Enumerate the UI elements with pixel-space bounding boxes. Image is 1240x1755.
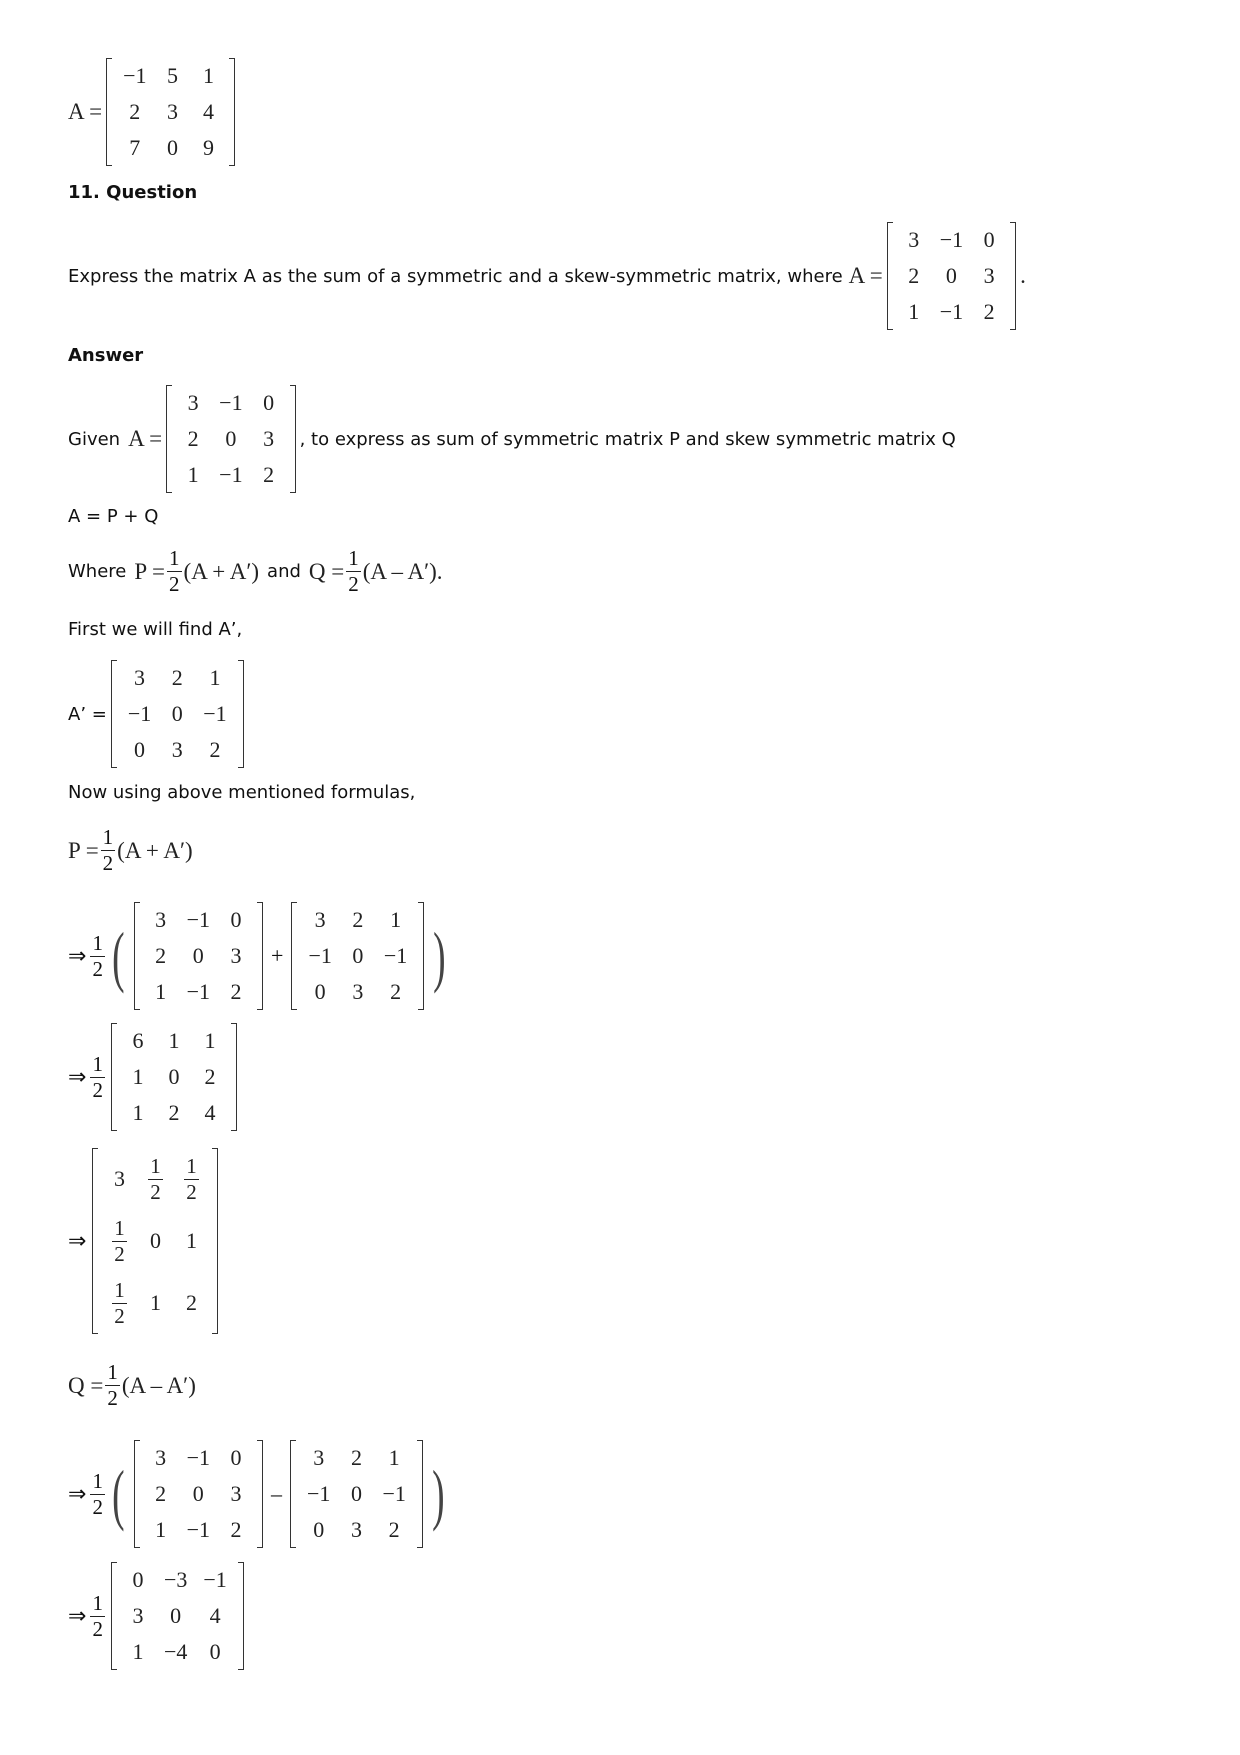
matrix-cell: 2 xyxy=(388,1517,400,1542)
matrix-row xyxy=(300,902,415,938)
matrix-cell: 2 xyxy=(129,99,141,124)
matrix-cell: 3 xyxy=(313,1445,325,1470)
matrix-cell: 0 xyxy=(350,1481,362,1506)
matrix-cell: 2 xyxy=(230,979,242,1004)
minus-sign: – xyxy=(271,1481,283,1506)
matrix-cell: 0 xyxy=(171,701,183,726)
matrix-row xyxy=(143,1476,254,1512)
matrix-cell: 3 xyxy=(166,99,178,124)
matrix-cell: 0 xyxy=(314,979,326,1004)
q-eq-right: (A – A′) xyxy=(121,1372,196,1398)
p-result-cell: 2 xyxy=(185,1290,197,1315)
matrix-row xyxy=(115,58,226,94)
matrix-cell: 2 xyxy=(390,979,402,1004)
matrix-cell: 3 xyxy=(230,1481,242,1506)
matrix-row xyxy=(143,902,254,938)
matrix-cell: 1 xyxy=(155,1517,167,1542)
matrix-row xyxy=(120,1059,228,1095)
matrix-cell: 0 xyxy=(263,390,275,415)
left-paren: ( xyxy=(112,918,125,994)
matrix-cell: 3 xyxy=(132,1603,144,1628)
matrix-row xyxy=(120,1634,235,1670)
p-step1-matrix-a xyxy=(134,902,263,1010)
implies-arrow: ⇒ xyxy=(68,1228,87,1254)
matrix-cell: 1 xyxy=(155,979,167,1004)
p-step1-matrix-a-transpose xyxy=(291,902,424,1010)
p-result-cell: 0 xyxy=(149,1228,161,1253)
matrix-cell: 1 xyxy=(168,1028,180,1053)
matrix-cell: 1 xyxy=(132,1064,144,1089)
matrix-cell: 0 xyxy=(313,1517,325,1542)
matrix-cell: 0 xyxy=(230,907,242,932)
question-matrix-label: A = xyxy=(848,263,883,288)
matrix-row xyxy=(120,1095,228,1131)
matrix-cell: −1 xyxy=(939,299,964,324)
given-statement xyxy=(68,385,956,493)
matrix-cell: 4 xyxy=(204,1100,216,1125)
question-text: Express the matrix A as the sum of a symmetric and a skew-symmetric matrix, where xyxy=(68,265,843,287)
top-matrix-equation xyxy=(68,58,239,166)
q-step-2 xyxy=(68,1562,248,1670)
implies-arrow: ⇒ xyxy=(68,1064,87,1090)
matrix-cell: 3 xyxy=(908,227,920,252)
matrix-row xyxy=(143,1512,254,1548)
matrix-row xyxy=(299,1512,414,1548)
matrix-row xyxy=(299,1476,414,1512)
matrix-row xyxy=(120,660,235,696)
matrix-cell: 0 xyxy=(192,1481,204,1506)
matrix-cell: 1 xyxy=(187,462,199,487)
implies-arrow: ⇒ xyxy=(68,1481,87,1507)
q-step1-matrix-a xyxy=(134,1440,263,1548)
matrix-cell: −1 xyxy=(383,943,408,968)
half-fraction: $\frac{1}{2}$ xyxy=(92,1468,103,1519)
q-def-left: Q = xyxy=(308,558,345,584)
half-fraction: $\frac{1}{2}$ xyxy=(92,1590,103,1641)
matrix-cell: 2 xyxy=(263,462,275,487)
p-result-cell: $\frac{1}{2}$ xyxy=(186,1153,197,1204)
half-fraction: $\frac{1}{2}$ xyxy=(348,546,359,596)
matrix-row xyxy=(143,1440,254,1476)
p-eq-left: P = xyxy=(68,837,99,863)
p-result-cell: $\frac{1}{2}$ xyxy=(150,1153,161,1204)
matrix-row xyxy=(120,1023,228,1059)
matrix-cell: 3 xyxy=(263,426,275,451)
and-text: and xyxy=(267,561,301,582)
matrix-cell: 0 xyxy=(166,135,178,160)
equation-a-p-q: A = P + Q xyxy=(68,506,159,527)
matrix-cell: 2 xyxy=(230,1517,242,1542)
matrix-cell: 7 xyxy=(129,135,141,160)
matrix-row xyxy=(896,222,1007,258)
matrix-cell: 0 xyxy=(225,426,237,451)
matrix-cell: 0 xyxy=(170,1603,182,1628)
transpose-matrix xyxy=(111,660,244,768)
p-step-2 xyxy=(68,1023,241,1131)
q-eq-left: Q = xyxy=(68,1372,104,1398)
matrix-cell: 2 xyxy=(171,665,183,690)
matrix-cell: 0 xyxy=(945,263,957,288)
matrix-cell: −1 xyxy=(186,907,211,932)
matrix-row xyxy=(120,696,235,732)
matrix-cell: −1 xyxy=(203,1567,227,1592)
matrix-row xyxy=(175,421,286,457)
matrix-cell: 2 xyxy=(352,907,364,932)
question-statement xyxy=(68,222,1026,330)
matrix-cell: 2 xyxy=(983,299,995,324)
where-prefix: Where xyxy=(68,561,127,582)
matrix-cell: 3 xyxy=(350,1517,362,1542)
matrix-cell: 0 xyxy=(192,943,204,968)
matrix-cell: 1 xyxy=(209,665,221,690)
matrix-cell: −3 xyxy=(163,1567,188,1592)
matrix-cell: 1 xyxy=(202,63,214,88)
matrix-cell: 4 xyxy=(202,99,214,124)
matrix-row xyxy=(115,94,226,130)
half-fraction: $\frac{1}{2}$ xyxy=(107,1360,118,1410)
right-paren: ) xyxy=(433,918,446,994)
matrix-cell: 4 xyxy=(209,1603,221,1628)
transpose-equation xyxy=(68,660,248,768)
p-result-cell: $\frac{1}{2}$ xyxy=(114,1277,125,1328)
implies-arrow: ⇒ xyxy=(68,943,87,969)
given-matrix xyxy=(166,385,295,493)
matrix-cell: −1 xyxy=(939,227,964,252)
matrix-cell: 2 xyxy=(187,426,199,451)
matrix-cell: −1 xyxy=(382,1481,406,1506)
matrix-a-top xyxy=(106,58,235,166)
matrix-cell: 5 xyxy=(166,63,178,88)
matrix-cell: 3 xyxy=(134,665,146,690)
p-result-cell: 1 xyxy=(185,1228,197,1253)
q-equation xyxy=(68,1362,196,1409)
matrix-cell: 1 xyxy=(908,299,920,324)
p-result-cell: 1 xyxy=(149,1290,161,1315)
matrix-cell: −1 xyxy=(203,701,227,726)
half-fraction: $\frac{1}{2}$ xyxy=(169,546,180,596)
matrix-cell: 3 xyxy=(314,907,326,932)
implies-arrow: ⇒ xyxy=(68,1603,87,1629)
plus-sign: + xyxy=(271,943,284,968)
matrix-cell: 2 xyxy=(155,943,167,968)
find-transpose-text: First we will find A’, xyxy=(68,619,243,640)
matrix-cell: −1 xyxy=(219,390,243,415)
matrix-cell: 1 xyxy=(204,1028,216,1053)
matrix-cell: 9 xyxy=(202,135,214,160)
matrix-cell: 2 xyxy=(168,1100,180,1125)
matrix-cell: 0 xyxy=(134,737,146,762)
p-result-matrix xyxy=(92,1148,218,1334)
p-def-right: (A + A′) xyxy=(183,558,260,584)
p-step2-matrix xyxy=(111,1023,237,1131)
matrix-cell: 3 xyxy=(171,737,183,762)
half-fraction: $\frac{1}{2}$ xyxy=(92,1051,103,1102)
matrix-row xyxy=(175,457,286,493)
matrix-cell: 1 xyxy=(388,1445,400,1470)
q-def-right: (A – A′). xyxy=(362,558,443,584)
matrix-label: A = xyxy=(68,99,103,124)
matrix-row xyxy=(299,1440,414,1476)
left-paren: ( xyxy=(112,1456,125,1532)
matrix-cell: 3 xyxy=(155,907,167,932)
definitions-line xyxy=(68,548,443,595)
matrix-cell: 2 xyxy=(155,1481,167,1506)
transpose-label: A’ = xyxy=(68,703,107,725)
matrix-cell: 1 xyxy=(390,907,402,932)
matrix-row xyxy=(115,130,226,166)
matrix-cell: −4 xyxy=(163,1639,188,1664)
matrix-cell: 1 xyxy=(132,1100,144,1125)
matrix-cell: −1 xyxy=(123,63,147,88)
p-step-1 xyxy=(68,902,451,1010)
q-step2-matrix xyxy=(111,1562,244,1670)
p-eq-right: (A + A′) xyxy=(117,837,193,863)
matrix-cell: −1 xyxy=(186,1445,211,1470)
given-suffix: , to express as sum of symmetric matrix P and skew symmetric matrix Q xyxy=(299,428,956,450)
matrix-row xyxy=(120,732,235,768)
matrix-row xyxy=(175,385,286,421)
matrix-cell: 0 xyxy=(209,1639,221,1664)
matrix-cell: −1 xyxy=(307,1481,331,1506)
p-result-cell: 3 xyxy=(113,1166,125,1191)
matrix-cell: −1 xyxy=(127,701,152,726)
matrix-row xyxy=(143,974,254,1010)
p-result xyxy=(68,1148,222,1334)
matrix-cell: 0 xyxy=(983,227,995,252)
matrix-cell: 2 xyxy=(209,737,221,762)
q-step1-matrix-a-transpose xyxy=(290,1440,423,1548)
matrix-row xyxy=(300,974,415,1010)
matrix-cell: −1 xyxy=(219,462,243,487)
matrix-row xyxy=(300,938,415,974)
matrix-cell: 0 xyxy=(352,943,364,968)
matrix-cell: 2 xyxy=(204,1064,216,1089)
matrix-row xyxy=(143,938,254,974)
given-label: A = xyxy=(128,426,163,451)
matrix-cell: 1 xyxy=(132,1639,144,1664)
matrix-cell: 3 xyxy=(230,943,242,968)
matrix-row xyxy=(896,294,1007,330)
answer-heading: Answer xyxy=(68,345,144,366)
question-matrix xyxy=(887,222,1016,330)
question-trail: . xyxy=(1020,263,1026,288)
right-paren: ) xyxy=(431,1456,445,1532)
matrix-row xyxy=(120,1598,235,1634)
matrix-cell: 0 xyxy=(230,1445,242,1470)
matrix-cell: 0 xyxy=(132,1567,144,1592)
half-fraction: $\frac{1}{2}$ xyxy=(102,825,114,875)
given-prefix: Given xyxy=(68,428,121,450)
matrix-cell: 3 xyxy=(983,263,995,288)
half-fraction: $\frac{1}{2}$ xyxy=(92,930,103,981)
p-def-left: P = xyxy=(134,558,166,584)
matrix-cell: 3 xyxy=(187,390,199,415)
using-formulas-text: Now using above mentioned formulas, xyxy=(68,782,416,803)
question-heading: 11. Question xyxy=(68,182,198,203)
p-result-cell: $\frac{1}{2}$ xyxy=(114,1215,125,1266)
matrix-cell: −1 xyxy=(308,943,332,968)
matrix-row xyxy=(120,1562,235,1598)
matrix-cell: −1 xyxy=(186,1517,211,1542)
matrix-cell: 3 xyxy=(352,979,364,1004)
matrix-cell: 2 xyxy=(908,263,920,288)
matrix-row xyxy=(896,258,1007,294)
matrix-cell: 2 xyxy=(350,1445,362,1470)
matrix-cell: 0 xyxy=(168,1064,180,1089)
p-equation xyxy=(68,827,193,874)
q-step-1 xyxy=(68,1440,450,1548)
matrix-cell: −1 xyxy=(186,979,211,1004)
matrix-cell: 6 xyxy=(132,1028,144,1053)
matrix-cell: 3 xyxy=(155,1445,167,1470)
